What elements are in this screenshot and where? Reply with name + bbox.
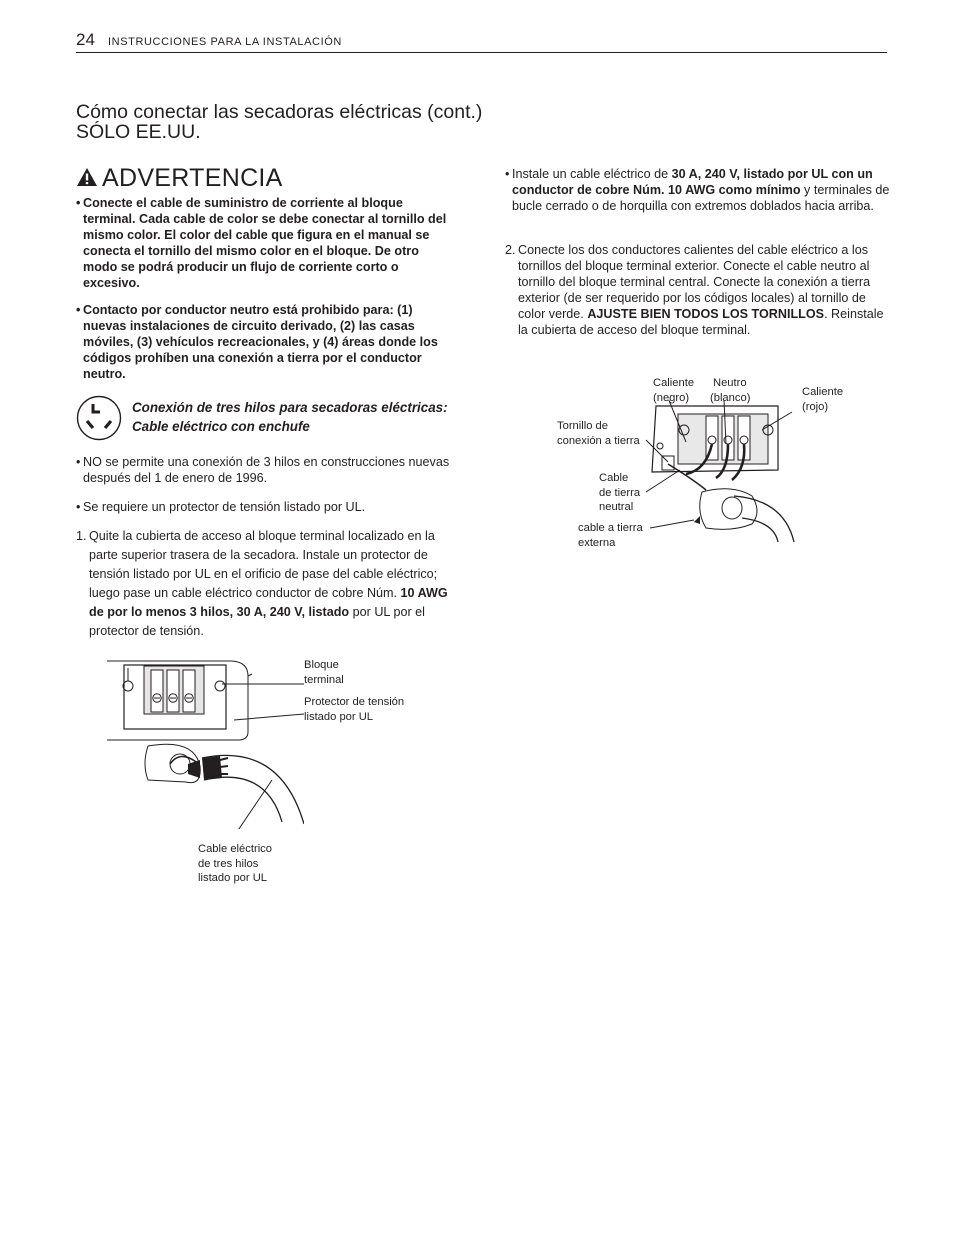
label-neutral-white: [710, 376, 750, 405]
label-hot-red-line2: (rojo): [802, 400, 829, 413]
label-ground-screw-line2: conexión a tierra: [557, 434, 640, 447]
label-terminal-block: [304, 658, 344, 687]
label-hot-red: [802, 385, 843, 414]
three-wire-bullet-1: • NO se permite una conexión de 3 hilos en construcciones nuevas después del 1 de enero de 1996.: [76, 455, 466, 487]
label-hot-black-line1: Caliente: [653, 377, 695, 389]
label-power-cord-line2: de tres hilos: [198, 857, 259, 870]
right-bullet-start: Instale un cable eléctrico de: [512, 167, 669, 181]
right-bullet-body: [505, 167, 890, 215]
step-2-body: [505, 243, 893, 338]
right-bullet-end: y terminales de bucle cerrado o de horquilla con extremos doblados hacia arriba.: [512, 182, 890, 213]
page-header: [76, 30, 887, 53]
label-neutral-ground-line1: Cable: [599, 472, 629, 484]
step-2: [505, 243, 893, 338]
warning-bullet-1-text: Conecte el cable de suministro de corriente al bloque terminal. Cada cable de color se debe conectar al tornillo del mismo color. El color del cable que figura en el manual se conecta el tornillo del mismo color en el bloque. De otro modo se podrá producir un flujo de corriente corto o excesivo.: [83, 196, 447, 290]
three-wire-connection-diagram: [104, 654, 304, 829]
label-ground-screw-line1: Tornillo de: [557, 420, 608, 432]
label-neutral-ground: [599, 471, 640, 515]
label-external-ground: [578, 521, 643, 550]
label-hot-red-line1: Caliente: [802, 386, 844, 398]
label-external-ground-line2: externa: [578, 536, 616, 549]
three-wire-caption: [132, 398, 467, 436]
label-hot-black-line2: (negro): [653, 391, 690, 404]
page-number: 24: [76, 30, 95, 49]
step-2-text: Conecte los dos conductores calientes del cable eléctrico a los tornillos del bloque terminal exterior. Conecte el cable neutro al tornillo del bloque terminal central. Conecte la conexión a tierra exterior (de ser requerido por los códigos locales) al tornillo de color verde.: [518, 243, 871, 321]
label-strain-relief-line2: listado por UL: [304, 710, 374, 723]
three-wire-bullet-1-text: NO se permite una conexión de 3 hilos en construcciones nuevas después del 1 de enero de 1996.: [83, 455, 450, 485]
label-neutral-ground-line3: neutral: [599, 501, 634, 513]
warning-heading: [76, 164, 283, 193]
section-title: INSTRUCCIONES PARA LA INSTALACIÓN: [108, 36, 342, 48]
label-terminal-block-line1: Bloque: [304, 659, 339, 671]
right-bullet-bold: 30 A, 240 V, listado por UL con un conductor de cobre Núm. 10 AWG como mínimo: [512, 167, 873, 197]
label-neutral-white-line1: Neutro: [713, 377, 747, 389]
warning-bullet-2-text: Contacto por conductor neutro está prohibido para: (1) nuevas instalaciones de circuito derivado, (2) las casas móviles, (3) vehículos recreacionales, y (4) áreas donde los códigos prohíben una conexión a tierra por el conductor neutro.: [83, 303, 438, 381]
label-neutral-ground-line2: de tierra: [599, 486, 641, 499]
step-2-tail: . Reinstale la cubierta de acceso del bloque terminal.: [518, 306, 884, 337]
step-1-text: Quite la cubierta de acceso al bloque terminal localizado en la parte superior trasera de la secadora. Instale un protector de tensión listado por UL en el orificio de pase del cable eléctrico; luego pase un cable eléctrico conductor de cobre Núm.: [89, 529, 438, 600]
three-wire-bullet-2-text: Se requiere un protector de tensión listado por UL.: [83, 500, 366, 514]
warning-bullet-2: • Contacto por conductor neutro está prohibido para: (1) nuevas instalaciones de circuito derivado, (2) las casas móviles, (3) vehículos recreacionales, y (4) áreas donde los códigos prohíben una conexión a tierra por el conductor neutro.: [76, 303, 451, 383]
page-title-line1: Cómo conectar las secadoras eléctricas (cont.): [76, 101, 483, 123]
step-1-body: [76, 527, 461, 641]
page-title: [76, 102, 482, 142]
label-external-ground-line1: cable a tierra: [578, 522, 643, 534]
step-1: [76, 527, 461, 641]
step-2-bold: AJUSTE BIEN TODOS LOS TORNILLOS: [587, 306, 825, 321]
label-strain-relief-line1: Protector de tensión: [304, 696, 405, 708]
three-wire-caption-line2: Cable eléctrico con enchufe: [132, 419, 310, 434]
label-power-cord: [198, 842, 272, 886]
three-wire-caption-line1: Conexión de tres hilos para secadoras eléctricas:: [132, 400, 448, 415]
label-power-cord-line1: Cable eléctrico: [198, 843, 272, 855]
label-terminal-block-line2: terminal: [304, 673, 344, 686]
page-title-line2: SÓLO EE.UU.: [76, 121, 201, 143]
warning-bullet-1: • Conecte el cable de suministro de corriente al bloque terminal. Cada cable de color se debe conectar al tornillo del mismo color. El color del cable que figura en el manual se conecta el tornillo del mismo color en el bloque. De otro modo se podrá producir un flujo de corriente corto o excesivo.: [76, 196, 451, 291]
three-prong-plug-icon: [76, 395, 122, 441]
label-strain-relief: [304, 695, 404, 724]
label-hot-black: [653, 376, 694, 405]
step-1-bold: 10 AWG de por lo menos 3 hilos, 30 A, 240 V, listado: [89, 586, 448, 619]
right-bullet: • Instale un cable eléctrico de 30 A, 240 V, listado por UL con un conductor de cobre Núm. 10 AWG como mínimo y terminales de bucle cerrado o de horquilla con extremos doblados hacia arriba.: [505, 167, 890, 213]
label-ground-screw: [557, 419, 640, 448]
label-power-cord-line3: listado por UL: [198, 872, 268, 884]
step-2-number: 2.: [505, 243, 516, 257]
warning-heading-text: ADVERTENCIA: [102, 164, 283, 192]
warning-triangle-icon: [76, 167, 98, 187]
three-wire-bullet-2: • Se requiere un protector de tensión listado por UL.: [76, 500, 466, 516]
step-1-tail: por UL por el protector de tensión.: [89, 605, 425, 638]
label-neutral-white-line2: (blanco): [710, 391, 751, 404]
step-1-number: 1.: [76, 529, 87, 543]
